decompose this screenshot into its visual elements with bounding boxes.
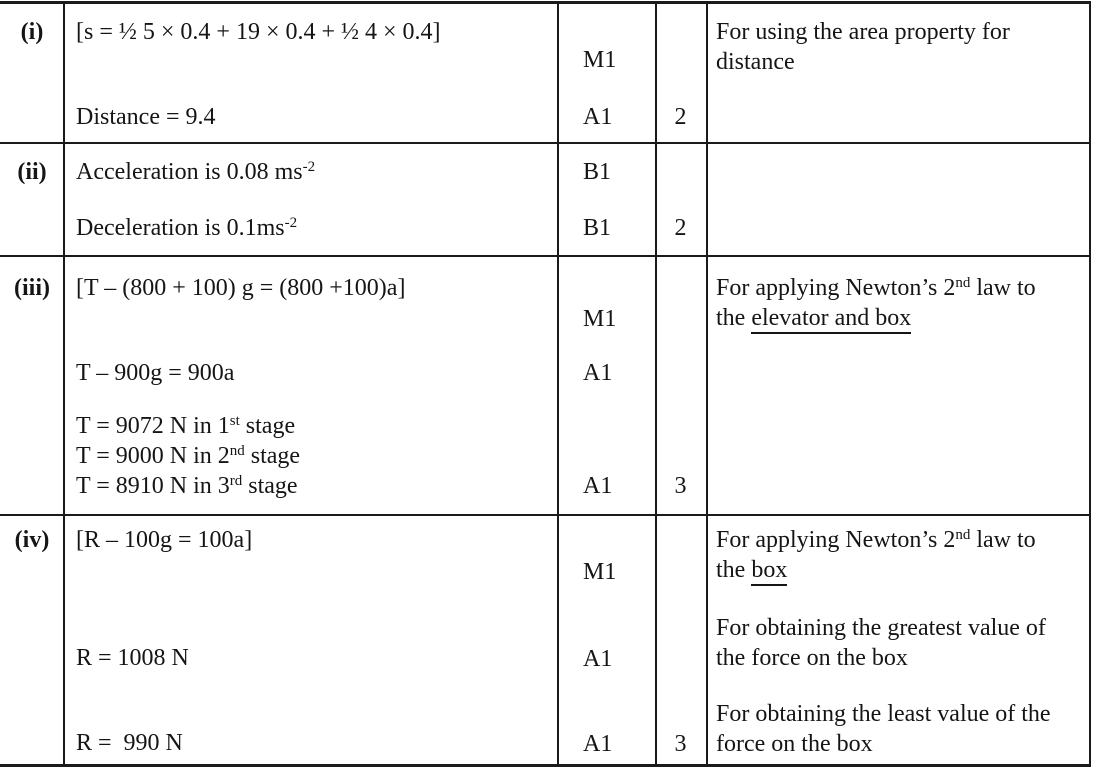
mark-code: B1: [583, 215, 612, 241]
text-segment: law to: [970, 527, 1036, 553]
comment-line: distance: [716, 49, 795, 75]
comment-line: For obtaining the least value of the: [716, 701, 1051, 727]
comment-line: For obtaining the greatest value of: [716, 615, 1046, 641]
mark-code: M1: [583, 559, 617, 585]
text-segment: T = 9072 N in 1: [76, 413, 230, 439]
superscript: nd: [955, 275, 971, 291]
row-separator-3: [0, 514, 1091, 516]
text-segment: Acceleration is 0.08 ms: [76, 159, 303, 185]
part-label: (i): [20, 19, 44, 45]
marks-total: 2: [674, 215, 687, 241]
part-label: (iv): [14, 527, 50, 553]
comment-line: force on the box: [716, 731, 873, 757]
superscript: st: [229, 413, 240, 429]
working-line: [76, 412, 295, 443]
comment-line: the force on the box: [716, 645, 908, 671]
text-segment: For applying Newton’s 2: [716, 275, 956, 301]
text-segment: law to: [970, 275, 1036, 301]
underlined-text: box: [751, 557, 787, 586]
comment-line: [716, 526, 1036, 557]
comment-line: [716, 556, 787, 584]
working-line: [R – 100g = 100a]: [76, 527, 253, 553]
row-separator-1: [0, 142, 1091, 144]
mark-code: A1: [583, 104, 613, 130]
text-segment: T = 9000 N in 2: [76, 443, 230, 469]
superscript: -2: [284, 215, 298, 231]
mark-code: B1: [583, 159, 612, 185]
working-line: R = 1008 N: [76, 645, 189, 671]
working-line: Distance = 9.4: [76, 104, 216, 130]
mark-code: A1: [583, 731, 613, 757]
text-segment: stage: [242, 473, 298, 499]
working-line: R = 990 N: [76, 730, 183, 756]
mark-code: M1: [583, 306, 617, 332]
text-segment: stage: [244, 443, 301, 469]
working-line: [76, 472, 298, 503]
marks-total: 3: [674, 473, 687, 499]
comment-line: For using the area property for: [716, 19, 1010, 45]
underlined-text: elevator and box: [751, 305, 911, 334]
text-segment: the: [716, 557, 752, 583]
comment-line: [716, 304, 911, 332]
superscript: rd: [229, 473, 243, 489]
working-line: [T – (800 + 100) g = (800 +100)a]: [76, 275, 406, 301]
column-separator-part: [63, 1, 65, 767]
table-border-bottom: [0, 764, 1091, 767]
mark-code: A1: [583, 360, 613, 386]
text-segment: the: [716, 305, 752, 331]
working-line: [s = ½ 5 × 0.4 + 19 × 0.4 + ½ 4 × 0.4]: [76, 19, 441, 45]
table-border-top: [0, 1, 1091, 4]
text-segment: stage: [239, 413, 296, 439]
marks-total: 2: [674, 104, 687, 130]
text-segment: Deceleration is 0.1ms: [76, 215, 285, 241]
text-segment: For applying Newton’s 2: [716, 527, 956, 553]
mark-code: A1: [583, 646, 613, 672]
superscript: nd: [955, 527, 971, 543]
text-segment: T = 8910 N in 3: [76, 473, 230, 499]
table-border-right: [1089, 1, 1091, 767]
working-line: [76, 214, 297, 245]
superscript: -2: [302, 159, 316, 175]
column-separator-comment: [706, 1, 708, 767]
comment-line: [716, 274, 1036, 305]
working-line: [76, 442, 300, 473]
part-label: (iii): [14, 275, 50, 301]
working-line: T – 900g = 900a: [76, 360, 235, 386]
column-separator-marks: [557, 1, 559, 767]
superscript: nd: [229, 443, 245, 459]
working-line: [76, 158, 315, 189]
mark-code: A1: [583, 473, 613, 499]
marks-total: 3: [674, 731, 687, 757]
part-label: (ii): [17, 159, 47, 185]
row-separator-2: [0, 255, 1091, 257]
mark-code: M1: [583, 47, 617, 73]
